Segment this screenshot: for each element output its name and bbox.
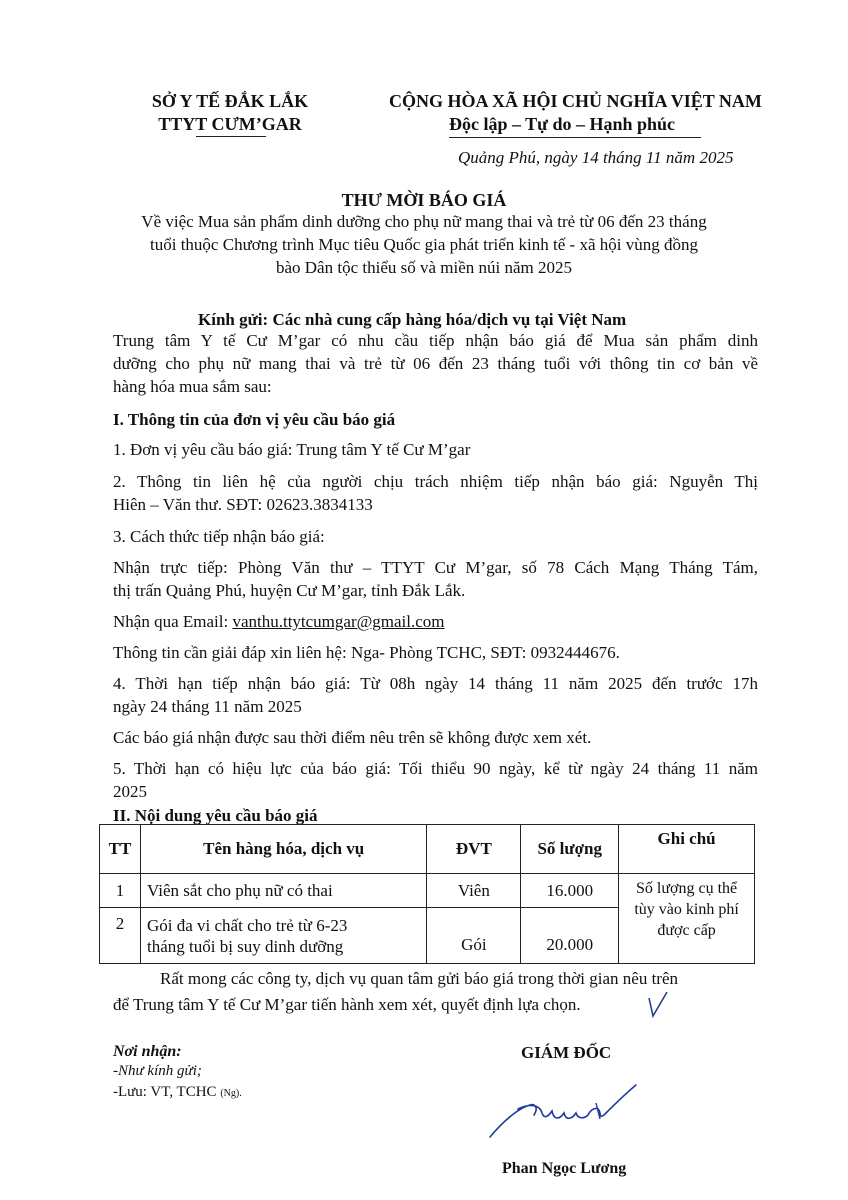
section-1-item-3: 3. Cách thức tiếp nhận báo giá: <box>113 527 325 546</box>
section-1-item-2-line-2: Hiên – Văn thư. SĐT: 02623.3834133 <box>113 495 373 514</box>
row-1-name: Viên sắt cho phụ nữ có thai <box>140 874 426 908</box>
recipient-item-2-text: -Lưu: VT, TCHC <box>113 1084 217 1100</box>
signer-name: Phan Ngọc Lương <box>502 1160 627 1177</box>
row-2-name <box>140 908 426 964</box>
row-1-qty: 16.000 <box>521 874 619 908</box>
row-2-qty: 20.000 <box>521 908 619 964</box>
email-link[interactable]: vanthu.ttytcumgar@gmail.com <box>232 612 445 631</box>
note-line-2: tùy vào kinh phí <box>634 901 739 918</box>
row-1-tt: 1 <box>100 874 141 908</box>
closing-line-1: Rất mong các công ty, dịch vụ quan tâm gửi báo giá trong thời gian nêu trên <box>160 969 679 988</box>
agency-name: SỞ Y TẾ ĐẮK LẮK <box>151 91 309 111</box>
recipient-item-2 <box>113 1084 242 1101</box>
recipient-item-2-sub: (Ng). <box>220 1088 242 1099</box>
email-line <box>113 612 445 632</box>
section-1-item-5-line-2: 2025 <box>113 782 147 801</box>
subject-line-3: bào Dân tộc thiểu số và miền núi năm 2025 <box>275 258 573 277</box>
national-motto: Độc lập – Tự do – Hạnh phúc <box>449 114 676 134</box>
signer-title: GIÁM ĐỐC <box>521 1043 612 1062</box>
row-1-unit: Viên <box>427 874 521 908</box>
unit-underline <box>196 136 266 137</box>
section-1-item-5-line-1: 5. Thời hạn có hiệu lực của báo giá: Tối thiểu 90 ngày, kể từ ngày 24 tháng 11 năm <box>113 759 758 778</box>
request-table <box>99 824 755 964</box>
row-2-unit: Gói <box>427 908 521 964</box>
date-line: Quảng Phú, ngày 14 tháng 11 năm 2025 <box>458 148 734 167</box>
col-header-tt: TT <box>100 825 141 874</box>
table-row <box>100 874 755 908</box>
section-1-item-2-line-1: 2. Thông tin liên hệ của người chịu trách nhiệm tiếp nhận báo giá: Nguyễn Thị <box>113 472 758 491</box>
intro-line-2: dưỡng cho phụ nữ mang thai và trẻ từ 06 đến 23 tháng tuổi với thông tin cơ bản về <box>113 354 758 373</box>
note-cell <box>619 874 755 964</box>
recipient-line: Kính gửi: Các nhà cung cấp hàng hóa/dịch vụ tại Việt Nam <box>198 310 627 329</box>
note-line-3: được cấp <box>657 922 716 939</box>
col-header-unit: ĐVT <box>427 825 521 874</box>
closing-line-2: để Trung tâm Y tế Cư M’gar tiến hành xem xét, quyết định lựa chọn. <box>113 995 581 1014</box>
unit-name <box>120 114 340 135</box>
subject-line-1: Về việc Mua sản phẩm dinh dưỡng cho phụ nữ mang thai và trẻ từ 06 đến 23 tháng <box>141 212 707 231</box>
national-title: CỘNG HÒA XÃ HỘI CHỦ NGHĨA VIỆT NAM <box>389 91 762 111</box>
section-1-item-4-line-1: 4. Thời hạn tiếp nhận báo giá: Từ 08h ngày 14 tháng 11 năm 2025 đến trước 17h <box>113 674 758 693</box>
section-2-heading: II. Nội dung yêu cầu báo giá <box>113 806 318 825</box>
col-header-note: Ghi chú <box>619 825 755 874</box>
signature-icon <box>478 1075 678 1150</box>
initial-mark-icon <box>645 988 671 1022</box>
recipients-heading: Nơi nhận: <box>113 1043 182 1060</box>
subject-line-2: tuổi thuộc Chương trình Mục tiêu Quốc gia phát triển kinh tế - xã hội vùng đồng <box>150 235 698 254</box>
col-header-name: Tên hàng hóa, dịch vụ <box>140 825 426 874</box>
intro-line-3: hàng hóa mua sắm sau: <box>113 377 272 396</box>
row-2-tt: 2 <box>100 908 141 964</box>
note-line-1: Số lượng cụ thể <box>636 880 738 897</box>
intro-line-1: Trung tâm Y tế Cư M’gar có nhu cầu tiếp nhận báo giá để Mua sản phẩm dinh <box>113 331 758 350</box>
document-title: THƯ MỜI BÁO GIÁ <box>341 190 507 210</box>
motto-underline <box>449 137 701 138</box>
unit-name-text: TTYT CƯM’GAR <box>158 114 302 134</box>
contact-line: Thông tin cần giải đáp xin liên hệ: Nga- Phòng TCHC, SĐT: 0932444676. <box>113 643 620 662</box>
section-1-heading: I. Thông tin của đơn vị yêu cầu báo giá <box>113 410 396 429</box>
recipient-item-1: -Như kính gửi; <box>113 1063 202 1079</box>
col-header-qty: Số lượng <box>521 825 619 874</box>
direct-receipt-line-2: thị trấn Quảng Phú, huyện Cư M’gar, tỉnh Đắk Lắk. <box>113 581 466 600</box>
row-2-name-line-1: Gói đa vi chất cho trẻ từ 6-23 <box>146 915 348 935</box>
section-1-item-4-line-2: ngày 24 tháng 11 năm 2025 <box>113 697 302 716</box>
row-2-name-line-2: tháng tuổi bị suy dinh dưỡng <box>146 936 344 956</box>
direct-receipt-line-1: Nhận trực tiếp: Phòng Văn thư – TTYT Cư M’gar, số 78 Cách Mạng Tháng Tám, <box>113 558 758 577</box>
table-header-row <box>100 825 755 874</box>
late-note: Các báo giá nhận được sau thời điểm nêu trên sẽ không được xem xét. <box>113 728 592 747</box>
email-label: Nhận qua Email: <box>113 612 233 631</box>
section-1-item-1: 1. Đơn vị yêu cầu báo giá: Trung tâm Y tế Cư M’gar <box>113 440 471 459</box>
